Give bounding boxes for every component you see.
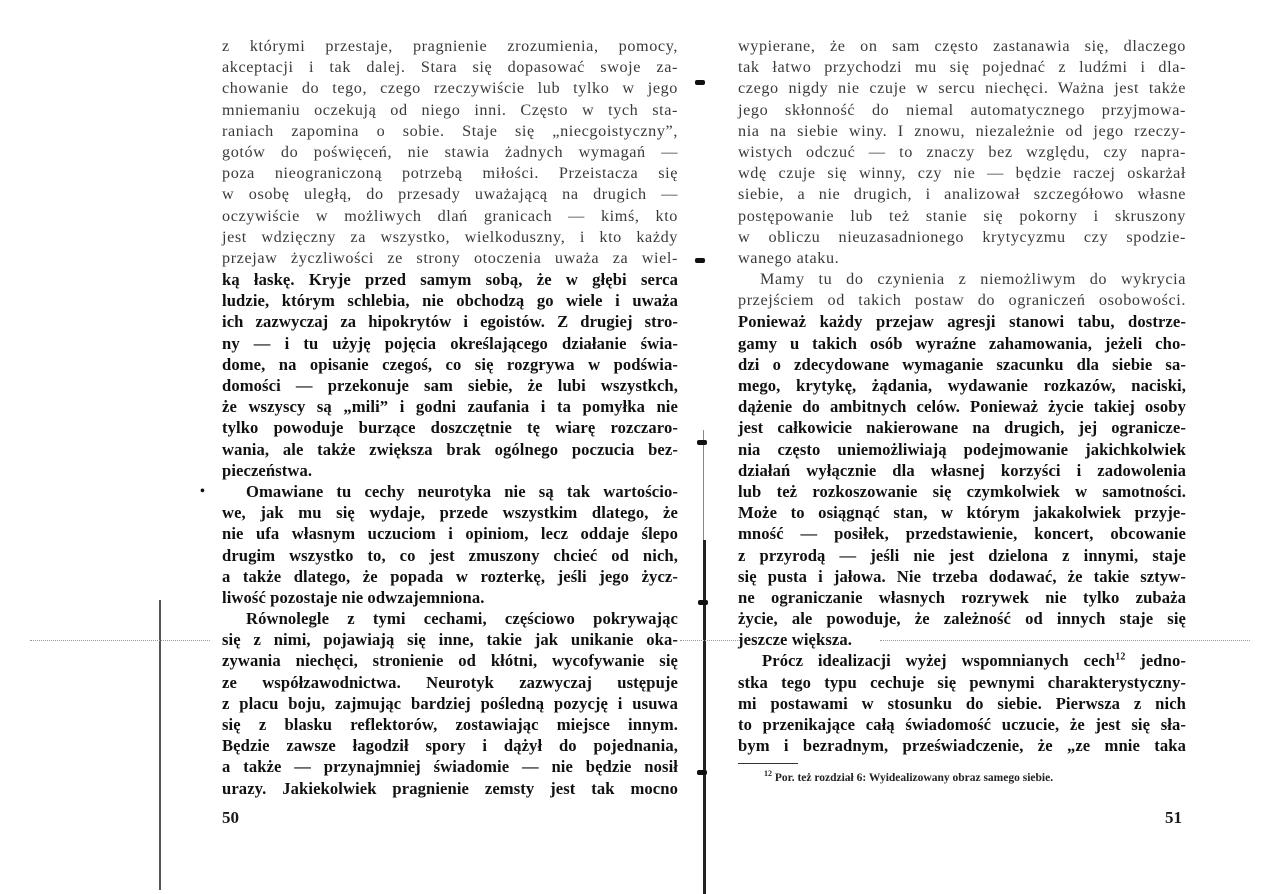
text-line: dążenie do ambitnych celów. Ponieważ życie takiej osoby [738, 397, 1186, 417]
text-line: się z nimi, pojawiają się inne, takie jak unikanie oka- [222, 630, 678, 650]
text-line: Ponieważ każdy przejaw agresji stanowi tabu, dostrze- [738, 312, 1186, 332]
scan-noise [30, 640, 210, 642]
left-page [200, 36, 678, 799]
text-line: stka tego typu cechuje się pewnymi charakterystyczny- [738, 672, 1186, 692]
text-line: Omawiane tu cechy neurotyka nie są tak wartościo- [246, 481, 678, 501]
text-line: dzi o zdecydowane wymaganie szacunku dla siebie sa- [738, 354, 1186, 374]
text-line: w obliczu nieuzasadnionego krytycyzmu czy spodzie- [738, 227, 1186, 246]
gutter-mark [695, 80, 705, 85]
text-line: poza nieograniczoną potrzebą miłości. Przeistacza się [222, 164, 678, 183]
footnote-reference[interactable]: 12 [1115, 651, 1126, 663]
text-fragment: jedno- [1125, 651, 1186, 671]
text-line: to przenikające całą świadomość uczucie, że jest się sła- [738, 715, 1186, 734]
text-line: mego, krytykę, żądania, wydawanie rozkazów, naciski, [738, 376, 1186, 395]
gutter-mark [695, 258, 705, 263]
text-line: raniach zapomina o sobie. Staje się „niecgoistyczny”, [222, 121, 678, 140]
page-number-right: 51 [1165, 808, 1182, 827]
text-line: bym i bezradnym, przeświadczenie, że „ze mnie taka [738, 736, 1186, 756]
text-line: się pusta i jałowa. Nie trzeba dodawać, że takie sztyw- [738, 566, 1186, 586]
text-line: chowanie do tego, czego rzeczywiście lub tylko w jego [222, 79, 678, 98]
text-line: mi postawami w stosunku do siebie. Pierwsza z nich [738, 693, 1186, 713]
text-line: mniemaniu oczekują od niego inni. Często w tych sta- [222, 100, 678, 119]
text-line: liwość pozostaje nie odwzajemniona. [222, 587, 485, 607]
scan-edge-artifact [159, 600, 161, 890]
gutter-mark [697, 440, 707, 445]
page-number-left: 50 [222, 808, 239, 827]
gutter-mark [697, 770, 707, 775]
text-line: się z blasku reflektorów, zostawiając miejsce innym. [222, 715, 678, 734]
text-line: ny — i tu użyję pojęcia określającego działanie świa- [222, 333, 678, 353]
text-line: Może to osiągnąć stan, w którym jakakolwiek przyje- [738, 503, 1186, 523]
text-line: dome, na opisanie czegoś, co się rozgrywa w podświa- [222, 354, 678, 374]
text-line: oczywiście w możliwych dlań granicach — kimś, kto [222, 206, 678, 225]
text-line: lub też rozkoszowanie się czymkolwiek w samotności. [738, 481, 1186, 501]
paragraph-start [200, 481, 678, 502]
text-line: że wszyscy są „mili” i godni zaufania i ta pomyłka nie [222, 397, 678, 417]
footnote-divider [738, 763, 798, 764]
text-line: tak łatwo przychodzi mu się pojednać z ludźmi i dla- [738, 58, 1186, 77]
text-line: nie ufa własnym uczuciom i opiniom, lecz oddaje ślepo [222, 524, 678, 544]
bullet-mark: • [200, 483, 206, 499]
text-line: we, jak mu się wydaje, przede wszystkim dlatego, że [222, 503, 678, 523]
text-line: życie, ale powoduje, że zależność od innych staje się [738, 609, 1186, 629]
text-line: wania, ale także zwiększa brak ogólnego poczucia bez- [222, 439, 678, 459]
text-line: zywania niechęci, stronienie od kłótni, wycofywanie się [222, 651, 678, 671]
text-line: akceptacji i tak dalej. Stara się dopasować swoje za- [222, 58, 678, 77]
text-line: wdę czuje się winny, czy nie — będzie raczej oskarżał [738, 164, 1186, 183]
text-line: postępowanie lub też stanie się pokorny i skruszony [738, 206, 1186, 225]
text-line: z placu boju, zajmując bardziej pośledną pozycję i usuwa [222, 693, 678, 713]
footnote [764, 769, 1053, 784]
text-line: wanego ataku. [738, 248, 840, 267]
text-line: jest wdzięczny za wszystko, wielkoduszny, i kto każdy [222, 227, 678, 246]
text-line: drugim wszystko to, co jest zmuszony chcieć od nich, [222, 545, 678, 565]
text-line: wistych odczuć — to znaczy bez względu, czy napra- [738, 142, 1186, 161]
gutter-mark [698, 600, 708, 605]
text-line: domości — przekonuje sam siebie, że lubi wszystkch, [222, 376, 678, 395]
text-line: z przyrodą — jeśli nie jest dzielona z innymi, staje [738, 545, 1186, 565]
text-line: a także dlatego, że popada w rozterkę, jeśli jego życz- [222, 566, 678, 586]
text-line: jego skłonność do niemal automatycznego przyjmowa- [738, 100, 1186, 119]
gutter-line [703, 430, 704, 540]
text-line-with-footnote [738, 650, 1186, 671]
text-line: a także — przynajmniej świadomie — nie będzie nosił [222, 757, 678, 777]
text-line: przejściem od takich postaw do ograniczeń osobowości. [738, 291, 1186, 310]
book-gutter [703, 540, 706, 894]
text-fragment: Prócz idealizacji wyżej wspomnianych cech [762, 651, 1116, 671]
text-line: siebie, a nie drugich, i analizował szczegółowo własne [738, 185, 1186, 204]
text-line: Równolegle z tymi cechami, częściowo pokrywając [246, 609, 678, 629]
text-line: gamy u takich osób wyraźne zahamowania, jeżeli cho- [738, 333, 1186, 353]
text-line: jeszcze większa. [738, 630, 853, 650]
text-line: z którymi przestaje, pragnienie zrozumienia, pomocy, [222, 37, 678, 55]
text-line: jest całkowicie nakierowane na drugich, jej ogranicze- [738, 418, 1186, 438]
text-line: mność — posiłek, przedstawienie, koncert, obcowanie [738, 524, 1186, 544]
text-line: ludzie, którym schlebia, nie obchodzą go wiele i uważa [222, 291, 678, 311]
text-line: urazy. Jakiekolwiek pragnienie zemsty jest tak mocno [222, 778, 678, 798]
text-line: czego nigdy nie czuje w sercu niechęci. Ważna jest także [738, 79, 1186, 98]
text-line: Mamy tu do czynienia z niemożliwym do wykrycia [760, 270, 1186, 289]
right-page [738, 36, 1186, 756]
text-line: tylko powoduje burzące doszczętnie tę wiarę rozczaro- [222, 418, 678, 438]
text-line: w osobę uległą, do przesady uważającą na drugich — [222, 185, 678, 204]
text-line: ich zazwyczaj za hipokrytów i egoistów. Z drugiej stro- [222, 312, 678, 332]
text-line: ką łaskę. Kryje przed samym sobą, że w głębi serca [222, 270, 678, 290]
text-line: ne ograniczanie własnych rozrywek nie tylko zubaża [738, 587, 1186, 607]
text-line: przejaw życzliwości ze strony otoczenia uważa za wiel- [222, 248, 678, 267]
text-line: wypierane, że on sam często zastanawia się, dlaczego [738, 37, 1186, 55]
footnote-number: 12 [764, 769, 772, 778]
text-line: nia na siebie winy. I znowu, niezależnie od jego rzeczy- [738, 121, 1186, 140]
text-line: pieczeństwa. [222, 460, 313, 480]
text-line: Będzie zawsze łagodził spory i dążył do pojednania, [222, 736, 678, 756]
footnote-text: Por. też rozdział 6: Wyidealizowany obraz samego siebie. [772, 771, 1054, 784]
text-line: działań wyłącznie dla własnej korzyści i zadowolenia [738, 460, 1186, 480]
text-line: gotów do poświęceń, nie stawia żadnych wymagań — [222, 142, 678, 161]
text-line: nia często uniemożliwiają podejmowanie jakichkolwiek [738, 439, 1186, 459]
scan-noise [680, 640, 740, 642]
text-line: ze współzawodnictwa. Neurotyk zazwyczaj ustępuje [222, 672, 678, 692]
